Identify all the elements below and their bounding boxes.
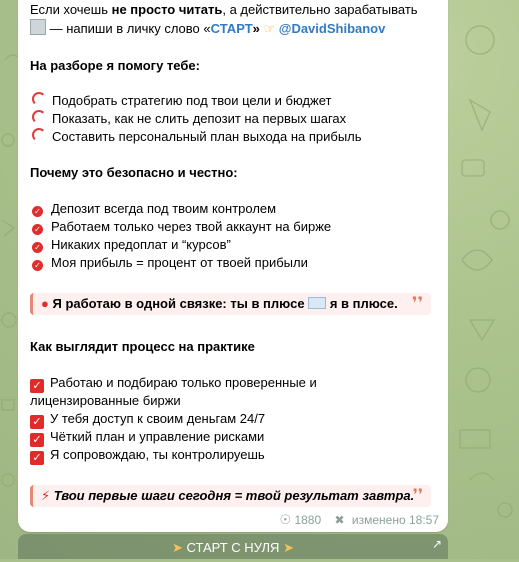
section1-title: На разборе я помогу тебе: bbox=[30, 58, 200, 73]
message-meta bbox=[279, 512, 439, 528]
list-item: Подобрать стратегию под твои цели и бюджет bbox=[30, 92, 331, 110]
inline-button-label: СТАРТ С НУЛЯ bbox=[186, 540, 280, 555]
inline-button-start[interactable] bbox=[18, 534, 448, 559]
list-item: ✓ Я сопровождаю, ты контролируешь bbox=[30, 446, 265, 465]
list-item: Составить персональный план выхода на прибыль bbox=[30, 128, 362, 146]
check-badge-icon: ✓ bbox=[32, 260, 43, 271]
pointing-hand-icon: ☞ bbox=[263, 21, 276, 36]
envelope-icon bbox=[308, 297, 326, 309]
quote-icon: ❜❜ bbox=[412, 487, 423, 504]
spinner-icon bbox=[32, 110, 46, 124]
quote-block: ⚡ Твои первые шаги сегодня = твой результат завтра. ❜❜ bbox=[30, 485, 431, 507]
edited-timestamp: изменено 18:57 bbox=[351, 513, 439, 527]
list-item: ✓ У тебя доступ к своим деньгам 24/7 bbox=[30, 410, 265, 429]
list-item: ✓ Никаких предоплат и “курсов” bbox=[30, 236, 231, 254]
username-link[interactable]: @DavidShibanov bbox=[278, 21, 386, 36]
custom-emoji-icon bbox=[30, 19, 46, 35]
checkbox-icon: ✓ bbox=[30, 415, 44, 429]
intro-line-1: Если хочешь не просто читать, а действительно зарабатывать bbox=[30, 2, 418, 17]
list-item-continuation: лицензированные биржи bbox=[30, 393, 181, 408]
list-item: Показать, как не слить депозит на первых шагах bbox=[30, 110, 346, 128]
list-item: ✓ Работаю и подбираю только проверенные и bbox=[30, 374, 317, 393]
eye-icon: ☉ bbox=[279, 512, 292, 527]
list-item: ✓ Моя прибыль = процент от твоей прибыли bbox=[30, 254, 308, 272]
check-badge-icon: ✓ bbox=[32, 206, 43, 217]
lightning-icon: ⚡ bbox=[41, 488, 51, 503]
pin-icon: ● bbox=[41, 296, 49, 311]
section2-title: Почему это безопасно и честно: bbox=[30, 165, 238, 180]
quote-icon: ❜❜ bbox=[411, 295, 423, 312]
rocket-icon: ➤ bbox=[283, 540, 294, 555]
external-arrow-icon: ↗ bbox=[431, 537, 442, 551]
list-item: ✓ Депозит всегда под твоим контролем bbox=[30, 200, 276, 218]
quote-block: ● Я работаю в одной связке: ты в плюсе я в плюсе. ❜❜ bbox=[30, 293, 431, 315]
spinner-icon bbox=[32, 92, 46, 106]
checkbox-icon: ✓ bbox=[30, 451, 44, 465]
check-badge-icon: ✓ bbox=[32, 242, 43, 253]
list-item: ✓ Работаем только через твой аккаунт на бирже bbox=[30, 218, 331, 236]
check-badge-icon: ✓ bbox=[32, 224, 43, 235]
list-item: ✓ Чёткий план и управление рисками bbox=[30, 428, 264, 447]
spinner-icon bbox=[32, 128, 46, 142]
keyword-link[interactable]: СТАРТ bbox=[210, 21, 253, 36]
checkbox-icon: ✓ bbox=[30, 379, 44, 393]
section3-title: Как выглядит процесс на практике bbox=[30, 339, 255, 354]
rocket-icon: ➤ bbox=[172, 540, 183, 555]
intro-line-2: — напиши в личку слово «СТАРТ» ☞ @DavidShibanov bbox=[30, 19, 385, 38]
checkbox-icon: ✓ bbox=[30, 433, 44, 447]
pin-message-icon: ✖ bbox=[334, 513, 345, 527]
view-count: 1880 bbox=[294, 513, 322, 527]
